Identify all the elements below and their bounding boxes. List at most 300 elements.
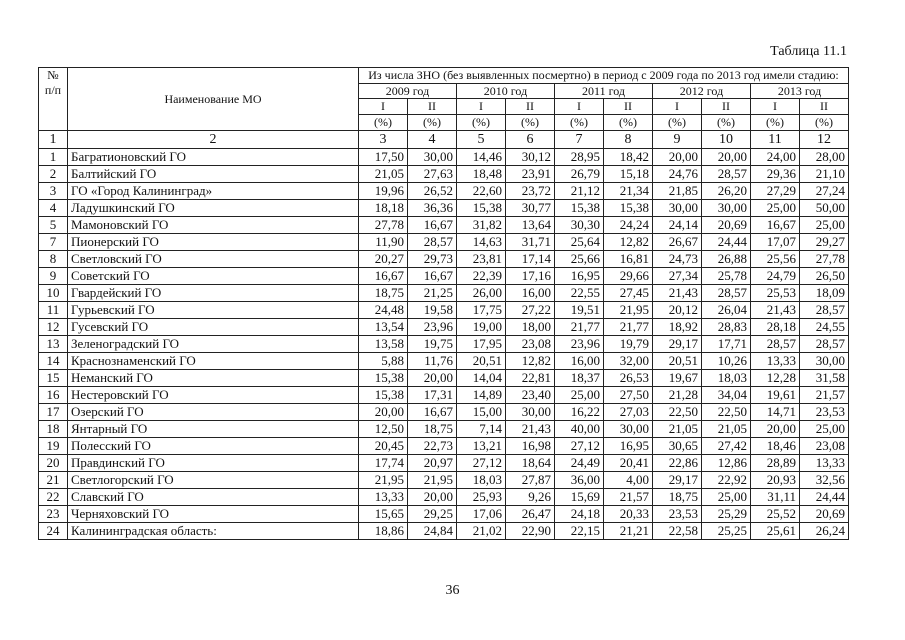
value-cell: 24,79 bbox=[751, 268, 800, 285]
value-cell: 13,58 bbox=[359, 336, 408, 353]
value-cell: 23,08 bbox=[800, 438, 849, 455]
row-number-cell: 3 bbox=[39, 183, 68, 200]
value-cell: 18,03 bbox=[457, 472, 506, 489]
value-cell: 27,34 bbox=[653, 268, 702, 285]
value-cell: 30,65 bbox=[653, 438, 702, 455]
row-number-cell: 2 bbox=[39, 166, 68, 183]
row-name-cell: Гвардейский ГО bbox=[68, 285, 359, 302]
row-name-cell: Славский ГО bbox=[68, 489, 359, 506]
value-cell: 15,00 bbox=[457, 404, 506, 421]
value-cell: 23,72 bbox=[506, 183, 555, 200]
value-cell: 29,66 bbox=[604, 268, 653, 285]
value-cell: 25,00 bbox=[800, 421, 849, 438]
header-unit-cell: (%) bbox=[555, 115, 604, 131]
value-cell: 7,14 bbox=[457, 421, 506, 438]
column-number-cell: 4 bbox=[408, 131, 457, 149]
table-row bbox=[39, 268, 849, 285]
value-cell: 27,22 bbox=[506, 302, 555, 319]
value-cell: 18,37 bbox=[555, 370, 604, 387]
value-cell: 21,25 bbox=[408, 285, 457, 302]
value-cell: 19,75 bbox=[408, 336, 457, 353]
row-number-cell: 10 bbox=[39, 285, 68, 302]
value-cell: 31,58 bbox=[800, 370, 849, 387]
table-row bbox=[39, 217, 849, 234]
value-cell: 28,89 bbox=[751, 455, 800, 472]
value-cell: 10,26 bbox=[702, 353, 751, 370]
value-cell: 20,93 bbox=[751, 472, 800, 489]
value-cell: 16,67 bbox=[408, 268, 457, 285]
value-cell: 25,61 bbox=[751, 523, 800, 540]
row-name-cell: Краснознаменский ГО bbox=[68, 353, 359, 370]
value-cell: 26,47 bbox=[506, 506, 555, 523]
header-stage-cell: I bbox=[359, 99, 408, 115]
value-cell: 21,10 bbox=[800, 166, 849, 183]
value-cell: 50,00 bbox=[800, 200, 849, 217]
table-caption: Таблица 11.1 bbox=[770, 44, 847, 59]
value-cell: 25,56 bbox=[751, 251, 800, 268]
row-number-cell: 12 bbox=[39, 319, 68, 336]
value-cell: 26,20 bbox=[702, 183, 751, 200]
value-cell: 28,18 bbox=[751, 319, 800, 336]
row-number-cell: 1 bbox=[39, 149, 68, 166]
row-number-cell: 20 bbox=[39, 455, 68, 472]
value-cell: 22,81 bbox=[506, 370, 555, 387]
header-stage-cell: II bbox=[604, 99, 653, 115]
table-row bbox=[39, 404, 849, 421]
table-row bbox=[39, 353, 849, 370]
value-cell: 23,53 bbox=[653, 506, 702, 523]
value-cell: 18,03 bbox=[702, 370, 751, 387]
value-cell: 23,96 bbox=[408, 319, 457, 336]
value-cell: 26,24 bbox=[800, 523, 849, 540]
row-name-cell: Неманский ГО bbox=[68, 370, 359, 387]
row-name-cell: Багратионовский ГО bbox=[68, 149, 359, 166]
column-number-cell: 1 bbox=[39, 131, 68, 149]
value-cell: 20,00 bbox=[408, 370, 457, 387]
header-year-cell: 2012 год bbox=[653, 84, 751, 99]
value-cell: 12,82 bbox=[506, 353, 555, 370]
value-cell: 27,12 bbox=[457, 455, 506, 472]
value-cell: 27,03 bbox=[604, 404, 653, 421]
value-cell: 22,73 bbox=[408, 438, 457, 455]
value-cell: 27,45 bbox=[604, 285, 653, 302]
table-row bbox=[39, 183, 849, 200]
value-cell: 16,22 bbox=[555, 404, 604, 421]
value-cell: 25,00 bbox=[702, 489, 751, 506]
value-cell: 15,69 bbox=[555, 489, 604, 506]
value-cell: 21,77 bbox=[555, 319, 604, 336]
value-cell: 21,95 bbox=[408, 472, 457, 489]
value-cell: 28,57 bbox=[800, 336, 849, 353]
value-cell: 17,06 bbox=[457, 506, 506, 523]
value-cell: 18,75 bbox=[408, 421, 457, 438]
value-cell: 19,58 bbox=[408, 302, 457, 319]
value-cell: 25,93 bbox=[457, 489, 506, 506]
header-year-cell: 2013 год bbox=[751, 84, 849, 99]
header-main-cell: Из числа ЗНО (без выявленных посмертно) в период с 2009 года по 2013 год имели стадию: bbox=[359, 68, 849, 84]
value-cell: 36,00 bbox=[555, 472, 604, 489]
value-cell: 22,39 bbox=[457, 268, 506, 285]
value-cell: 26,88 bbox=[702, 251, 751, 268]
value-cell: 28,57 bbox=[751, 336, 800, 353]
value-cell: 24,84 bbox=[408, 523, 457, 540]
table-row bbox=[39, 387, 849, 404]
value-cell: 18,42 bbox=[604, 149, 653, 166]
value-cell: 17,16 bbox=[506, 268, 555, 285]
value-cell: 26,67 bbox=[653, 234, 702, 251]
row-number-cell: 4 bbox=[39, 200, 68, 217]
value-cell: 18,64 bbox=[506, 455, 555, 472]
row-name-cell: Советский ГО bbox=[68, 268, 359, 285]
value-cell: 30,12 bbox=[506, 149, 555, 166]
value-cell: 21,05 bbox=[359, 166, 408, 183]
column-number-cell: 12 bbox=[800, 131, 849, 149]
value-cell: 21,77 bbox=[604, 319, 653, 336]
row-name-cell: Мамоновский ГО bbox=[68, 217, 359, 234]
value-cell: 30,00 bbox=[506, 404, 555, 421]
table-row bbox=[39, 234, 849, 251]
value-cell: 28,00 bbox=[800, 149, 849, 166]
value-cell: 18,18 bbox=[359, 200, 408, 217]
value-cell: 20,00 bbox=[359, 404, 408, 421]
header-stage-cell: I bbox=[555, 99, 604, 115]
value-cell: 24,18 bbox=[555, 506, 604, 523]
column-number-row bbox=[39, 131, 849, 149]
value-cell: 27,78 bbox=[359, 217, 408, 234]
value-cell: 17,95 bbox=[457, 336, 506, 353]
table-row bbox=[39, 370, 849, 387]
value-cell: 13,33 bbox=[800, 455, 849, 472]
table-row bbox=[39, 166, 849, 183]
value-cell: 27,24 bbox=[800, 183, 849, 200]
value-cell: 19,51 bbox=[555, 302, 604, 319]
value-cell: 17,74 bbox=[359, 455, 408, 472]
table-row bbox=[39, 251, 849, 268]
row-number-cell: 18 bbox=[39, 421, 68, 438]
value-cell: 26,53 bbox=[604, 370, 653, 387]
value-cell: 22,50 bbox=[653, 404, 702, 421]
table-body bbox=[39, 149, 849, 540]
value-cell: 21,05 bbox=[653, 421, 702, 438]
row-name-cell: Гурьевский ГО bbox=[68, 302, 359, 319]
header-year-cell: 2010 год bbox=[457, 84, 555, 99]
value-cell: 21,28 bbox=[653, 387, 702, 404]
value-cell: 15,38 bbox=[555, 200, 604, 217]
value-cell: 13,33 bbox=[359, 489, 408, 506]
value-cell: 23,96 bbox=[555, 336, 604, 353]
value-cell: 25,00 bbox=[555, 387, 604, 404]
row-number-cell: 19 bbox=[39, 438, 68, 455]
row-number-cell: 23 bbox=[39, 506, 68, 523]
header-stage-cell: I bbox=[653, 99, 702, 115]
value-cell: 31,82 bbox=[457, 217, 506, 234]
table-row bbox=[39, 302, 849, 319]
value-cell: 21,43 bbox=[653, 285, 702, 302]
value-cell: 24,73 bbox=[653, 251, 702, 268]
stats-table bbox=[38, 67, 849, 540]
value-cell: 26,79 bbox=[555, 166, 604, 183]
value-cell: 29,25 bbox=[408, 506, 457, 523]
value-cell: 20,51 bbox=[653, 353, 702, 370]
value-cell: 17,31 bbox=[408, 387, 457, 404]
value-cell: 23,40 bbox=[506, 387, 555, 404]
header-stage-cell: II bbox=[408, 99, 457, 115]
value-cell: 27,50 bbox=[604, 387, 653, 404]
value-cell: 28,83 bbox=[702, 319, 751, 336]
value-cell: 24,55 bbox=[800, 319, 849, 336]
row-name-cell: Ладушкинский ГО bbox=[68, 200, 359, 217]
value-cell: 22,50 bbox=[702, 404, 751, 421]
value-cell: 16,67 bbox=[359, 268, 408, 285]
value-cell: 19,00 bbox=[457, 319, 506, 336]
value-cell: 22,92 bbox=[702, 472, 751, 489]
header-num-cell bbox=[39, 68, 68, 131]
value-cell: 27,12 bbox=[555, 438, 604, 455]
value-cell: 25,52 bbox=[751, 506, 800, 523]
value-cell: 16,67 bbox=[408, 404, 457, 421]
column-number-cell: 11 bbox=[751, 131, 800, 149]
table-row bbox=[39, 523, 849, 540]
column-number-cell: 6 bbox=[506, 131, 555, 149]
row-name-cell: Черняховский ГО bbox=[68, 506, 359, 523]
row-name-cell: Светлогорский ГО bbox=[68, 472, 359, 489]
value-cell: 30,00 bbox=[800, 353, 849, 370]
row-number-cell: 11 bbox=[39, 302, 68, 319]
row-name-cell: ГО «Город Калининград» bbox=[68, 183, 359, 200]
value-cell: 24,24 bbox=[604, 217, 653, 234]
value-cell: 16,67 bbox=[408, 217, 457, 234]
value-cell: 31,11 bbox=[751, 489, 800, 506]
value-cell: 20,45 bbox=[359, 438, 408, 455]
value-cell: 11,76 bbox=[408, 353, 457, 370]
table-row bbox=[39, 319, 849, 336]
value-cell: 26,50 bbox=[800, 268, 849, 285]
header-stage-cell: II bbox=[506, 99, 555, 115]
value-cell: 28,57 bbox=[408, 234, 457, 251]
value-cell: 23,91 bbox=[506, 166, 555, 183]
value-cell: 30,00 bbox=[408, 149, 457, 166]
header-unit-cell: (%) bbox=[506, 115, 555, 131]
row-name-cell: Янтарный ГО bbox=[68, 421, 359, 438]
value-cell: 9,26 bbox=[506, 489, 555, 506]
header-year-cell: 2009 год bbox=[359, 84, 457, 99]
value-cell: 20,00 bbox=[751, 421, 800, 438]
value-cell: 12,86 bbox=[702, 455, 751, 472]
value-cell: 16,00 bbox=[555, 353, 604, 370]
page-number: 36 bbox=[445, 583, 460, 598]
column-number-cell: 7 bbox=[555, 131, 604, 149]
value-cell: 27,63 bbox=[408, 166, 457, 183]
value-cell: 16,95 bbox=[555, 268, 604, 285]
value-cell: 19,61 bbox=[751, 387, 800, 404]
value-cell: 21,95 bbox=[604, 302, 653, 319]
value-cell: 25,64 bbox=[555, 234, 604, 251]
value-cell: 18,00 bbox=[506, 319, 555, 336]
value-cell: 20,00 bbox=[653, 149, 702, 166]
value-cell: 24,48 bbox=[359, 302, 408, 319]
header-stage-cell: II bbox=[800, 99, 849, 115]
value-cell: 25,53 bbox=[751, 285, 800, 302]
value-cell: 22,15 bbox=[555, 523, 604, 540]
value-cell: 16,95 bbox=[604, 438, 653, 455]
value-cell: 21,57 bbox=[800, 387, 849, 404]
row-number-cell: 24 bbox=[39, 523, 68, 540]
value-cell: 14,63 bbox=[457, 234, 506, 251]
value-cell: 30,00 bbox=[604, 421, 653, 438]
value-cell: 15,38 bbox=[359, 370, 408, 387]
header-unit-cell: (%) bbox=[408, 115, 457, 131]
row-number-cell: 14 bbox=[39, 353, 68, 370]
value-cell: 21,12 bbox=[555, 183, 604, 200]
value-cell: 11,90 bbox=[359, 234, 408, 251]
value-cell: 21,43 bbox=[751, 302, 800, 319]
table-row bbox=[39, 200, 849, 217]
value-cell: 25,66 bbox=[555, 251, 604, 268]
value-cell: 24,49 bbox=[555, 455, 604, 472]
value-cell: 18,86 bbox=[359, 523, 408, 540]
value-cell: 27,42 bbox=[702, 438, 751, 455]
value-cell: 26,04 bbox=[702, 302, 751, 319]
row-number-cell: 15 bbox=[39, 370, 68, 387]
value-cell: 16,67 bbox=[751, 217, 800, 234]
value-cell: 30,77 bbox=[506, 200, 555, 217]
value-cell: 20,12 bbox=[653, 302, 702, 319]
value-cell: 24,14 bbox=[653, 217, 702, 234]
value-cell: 20,00 bbox=[702, 149, 751, 166]
row-number-cell: 9 bbox=[39, 268, 68, 285]
column-number-cell: 9 bbox=[653, 131, 702, 149]
table-row bbox=[39, 489, 849, 506]
value-cell: 21,05 bbox=[702, 421, 751, 438]
header-stage-cell: I bbox=[751, 99, 800, 115]
value-cell: 13,21 bbox=[457, 438, 506, 455]
value-cell: 23,53 bbox=[800, 404, 849, 421]
column-number-cell: 8 bbox=[604, 131, 653, 149]
value-cell: 26,52 bbox=[408, 183, 457, 200]
column-number-cell: 5 bbox=[457, 131, 506, 149]
value-cell: 13,54 bbox=[359, 319, 408, 336]
table-row bbox=[39, 506, 849, 523]
table-row bbox=[39, 438, 849, 455]
value-cell: 27,29 bbox=[751, 183, 800, 200]
value-cell: 19,96 bbox=[359, 183, 408, 200]
header-stage-cell: I bbox=[457, 99, 506, 115]
value-cell: 17,71 bbox=[702, 336, 751, 353]
value-cell: 27,87 bbox=[506, 472, 555, 489]
row-number-cell: 16 bbox=[39, 387, 68, 404]
value-cell: 20,27 bbox=[359, 251, 408, 268]
value-cell: 28,57 bbox=[800, 302, 849, 319]
row-number-cell: 13 bbox=[39, 336, 68, 353]
table-row bbox=[39, 149, 849, 166]
value-cell: 24,76 bbox=[653, 166, 702, 183]
header-unit-cell: (%) bbox=[359, 115, 408, 131]
table-row bbox=[39, 421, 849, 438]
value-cell: 21,21 bbox=[604, 523, 653, 540]
header-unit-cell: (%) bbox=[653, 115, 702, 131]
header-unit-cell: (%) bbox=[751, 115, 800, 131]
value-cell: 15,18 bbox=[604, 166, 653, 183]
value-cell: 31,71 bbox=[506, 234, 555, 251]
value-cell: 32,56 bbox=[800, 472, 849, 489]
row-number-cell: 7 bbox=[39, 234, 68, 251]
value-cell: 20,51 bbox=[457, 353, 506, 370]
column-number-cell: 3 bbox=[359, 131, 408, 149]
value-cell: 15,38 bbox=[359, 387, 408, 404]
table-row bbox=[39, 336, 849, 353]
value-cell: 20,33 bbox=[604, 506, 653, 523]
value-cell: 29,17 bbox=[653, 336, 702, 353]
value-cell: 29,36 bbox=[751, 166, 800, 183]
row-number-cell: 17 bbox=[39, 404, 68, 421]
value-cell: 34,04 bbox=[702, 387, 751, 404]
value-cell: 16,81 bbox=[604, 251, 653, 268]
value-cell: 32,00 bbox=[604, 353, 653, 370]
value-cell: 28,57 bbox=[702, 166, 751, 183]
header-unit-cell: (%) bbox=[457, 115, 506, 131]
value-cell: 30,00 bbox=[702, 200, 751, 217]
value-cell: 13,64 bbox=[506, 217, 555, 234]
header-name-cell: Наименование МО bbox=[68, 68, 359, 131]
header-unit-cell: (%) bbox=[702, 115, 751, 131]
value-cell: 24,44 bbox=[702, 234, 751, 251]
value-cell: 40,00 bbox=[555, 421, 604, 438]
value-cell: 20,69 bbox=[800, 506, 849, 523]
value-cell: 16,00 bbox=[506, 285, 555, 302]
value-cell: 30,00 bbox=[653, 200, 702, 217]
value-cell: 15,65 bbox=[359, 506, 408, 523]
value-cell: 12,28 bbox=[751, 370, 800, 387]
table-row bbox=[39, 455, 849, 472]
value-cell: 21,34 bbox=[604, 183, 653, 200]
value-cell: 14,89 bbox=[457, 387, 506, 404]
header-year-cell: 2011 год bbox=[555, 84, 653, 99]
value-cell: 21,02 bbox=[457, 523, 506, 540]
value-cell: 4,00 bbox=[604, 472, 653, 489]
value-cell: 17,75 bbox=[457, 302, 506, 319]
value-cell: 21,85 bbox=[653, 183, 702, 200]
row-name-cell: Полесский ГО bbox=[68, 438, 359, 455]
value-cell: 19,79 bbox=[604, 336, 653, 353]
value-cell: 22,60 bbox=[457, 183, 506, 200]
value-cell: 25,00 bbox=[751, 200, 800, 217]
table-row bbox=[39, 285, 849, 302]
value-cell: 28,95 bbox=[555, 149, 604, 166]
value-cell: 36,36 bbox=[408, 200, 457, 217]
row-name-cell: Балтийский ГО bbox=[68, 166, 359, 183]
value-cell: 12,50 bbox=[359, 421, 408, 438]
row-name-cell: Калининградская область: bbox=[68, 523, 359, 540]
value-cell: 17,14 bbox=[506, 251, 555, 268]
header-unit-cell: (%) bbox=[800, 115, 849, 131]
value-cell: 23,81 bbox=[457, 251, 506, 268]
row-number-cell: 5 bbox=[39, 217, 68, 234]
value-cell: 27,78 bbox=[800, 251, 849, 268]
value-cell: 22,55 bbox=[555, 285, 604, 302]
value-cell: 18,75 bbox=[653, 489, 702, 506]
header-unit-cell: (%) bbox=[604, 115, 653, 131]
value-cell: 14,71 bbox=[751, 404, 800, 421]
value-cell: 21,43 bbox=[506, 421, 555, 438]
value-cell: 22,86 bbox=[653, 455, 702, 472]
row-name-cell: Озерский ГО bbox=[68, 404, 359, 421]
value-cell: 19,67 bbox=[653, 370, 702, 387]
value-cell: 21,95 bbox=[359, 472, 408, 489]
header-num-line1: № bbox=[47, 68, 59, 82]
value-cell: 17,50 bbox=[359, 149, 408, 166]
value-cell: 25,25 bbox=[702, 523, 751, 540]
value-cell: 21,57 bbox=[604, 489, 653, 506]
